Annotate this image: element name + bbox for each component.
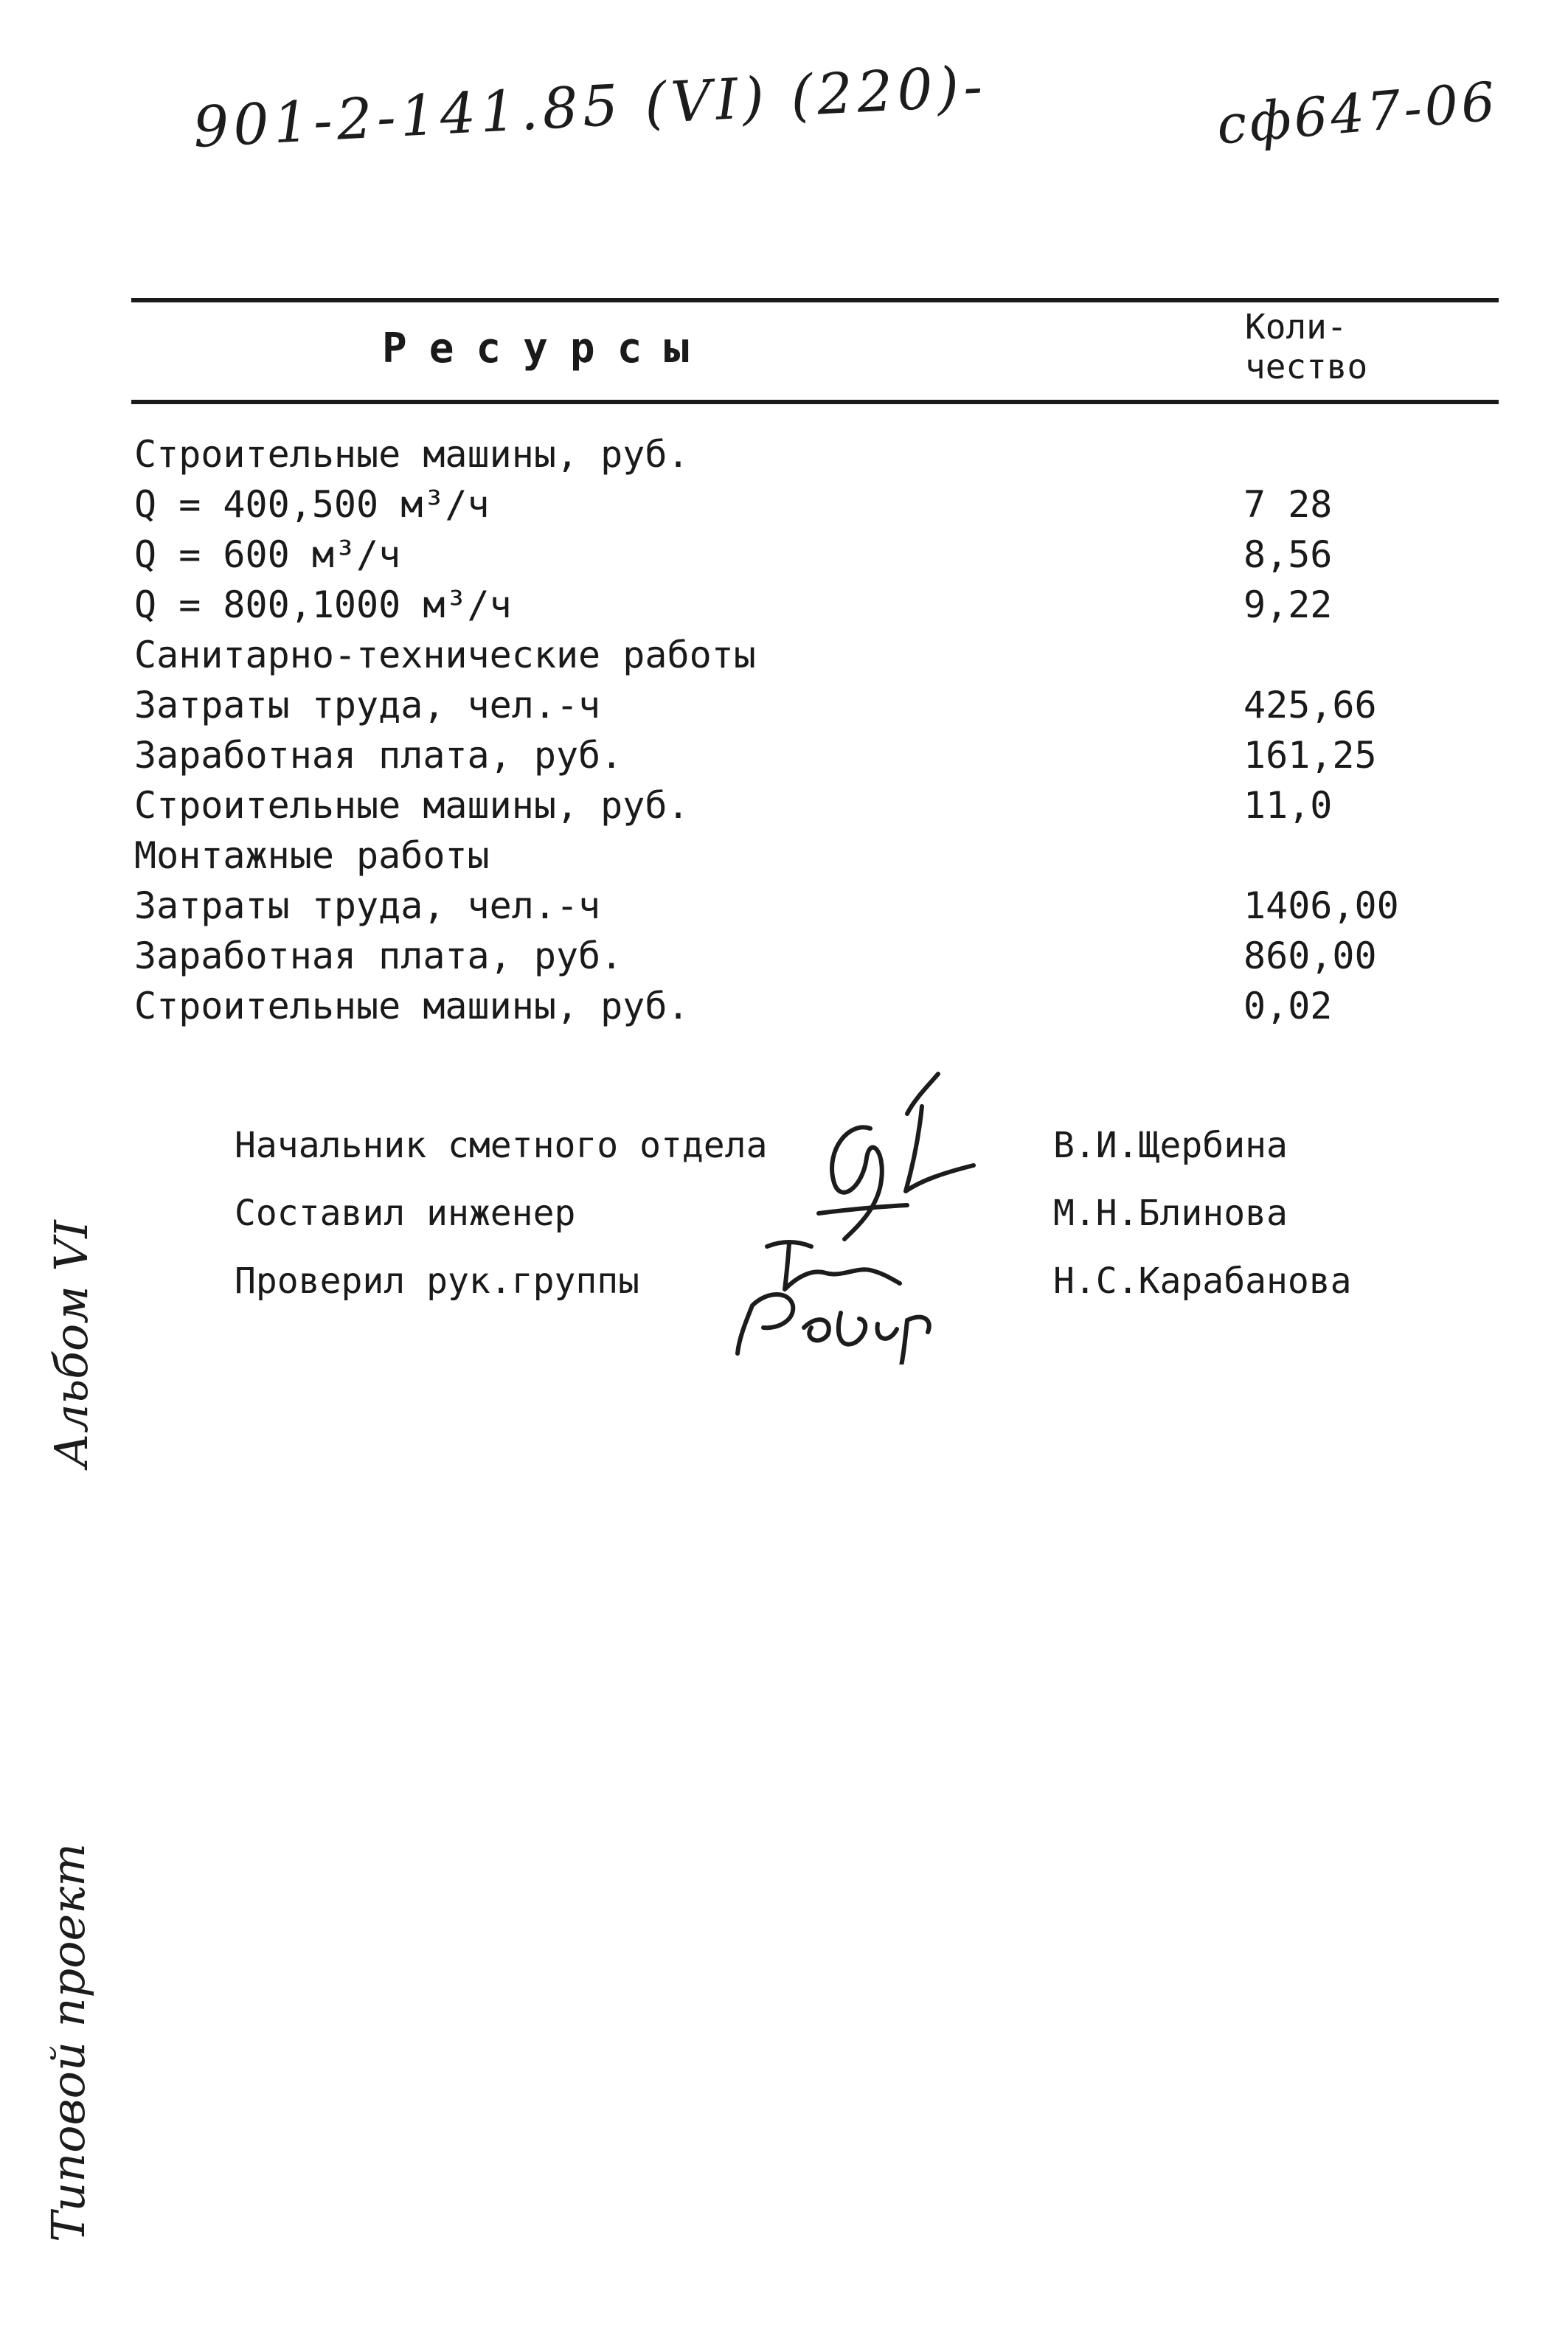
table-row (134, 981, 1491, 1031)
table-row (134, 429, 1491, 479)
signatory-name: В.И.Щербина (1053, 1125, 1288, 1166)
table-row (134, 680, 1491, 730)
signature-role: Начальник сметного отдела (235, 1125, 768, 1166)
table-row (134, 881, 1491, 931)
signature-role: Составил инженер (235, 1193, 576, 1234)
column-header-resources: Ресурсы (382, 325, 712, 372)
table-row (134, 479, 1491, 530)
signatory-name: Н.С.Карабанова (1053, 1261, 1352, 1302)
row-value: 860,00 (1243, 935, 1377, 977)
signature-stroke (832, 1127, 882, 1239)
table-row (134, 530, 1491, 580)
row-label: Монтажные работы (134, 834, 490, 877)
row-value: 161,25 (1243, 734, 1377, 777)
table-row (134, 931, 1491, 981)
signature-role: Проверил рук.группы (235, 1261, 640, 1302)
table-row (134, 780, 1491, 831)
row-label: Строительные машины, руб. (134, 985, 690, 1027)
column-header-quantity (1245, 307, 1367, 386)
row-value: 11,0 (1243, 784, 1333, 827)
row-label: Q = 800,1000 м³/ч (134, 583, 512, 626)
row-value: 1406,00 (1243, 884, 1399, 927)
row-value: 8,56 (1243, 533, 1333, 576)
column-header-quantity-line1: Коли- (1245, 307, 1347, 347)
document-code: 901-2-141.85 (VI) (220)- (191, 52, 989, 160)
row-label: Заработная плата, руб. (134, 935, 623, 977)
margin-album-label: Альбом VI (44, 1220, 98, 1468)
signature-stroke (767, 1242, 900, 1289)
row-label: Q = 600 м³/ч (134, 533, 401, 576)
column-header-quantity-line2: чество (1245, 347, 1368, 386)
row-label: Заработная плата, руб. (134, 734, 623, 777)
table-row (134, 580, 1491, 630)
row-label: Санитарно-технические работы (134, 634, 756, 676)
signature-stroke (906, 1074, 974, 1191)
row-value: 9,22 (1243, 583, 1333, 626)
margin-project-label: Типовой проект (41, 1842, 95, 2242)
table-header-rule (131, 400, 1499, 404)
table-row (134, 831, 1491, 881)
row-value: 0,02 (1243, 985, 1333, 1027)
signature-stroke (819, 1205, 907, 1213)
table-top-rule (131, 298, 1499, 302)
signature-stroke (738, 1294, 929, 1365)
handwritten-signatures (708, 1069, 1018, 1365)
table-row (134, 730, 1491, 780)
row-label: Строительные машины, руб. (134, 433, 690, 476)
row-label: Строительные машины, руб. (134, 784, 690, 827)
signatory-name: М.Н.Блинова (1053, 1193, 1288, 1234)
row-label: Затраты труда, чел.-ч (134, 684, 601, 727)
row-label: Затраты труда, чел.-ч (134, 884, 601, 927)
row-value: 425,66 (1243, 684, 1377, 727)
row-value: 7 28 (1243, 483, 1333, 526)
row-label: Q = 400,500 м³/ч (134, 483, 490, 526)
document-reference: сф647-06 (1214, 69, 1501, 156)
table-row (134, 630, 1491, 680)
